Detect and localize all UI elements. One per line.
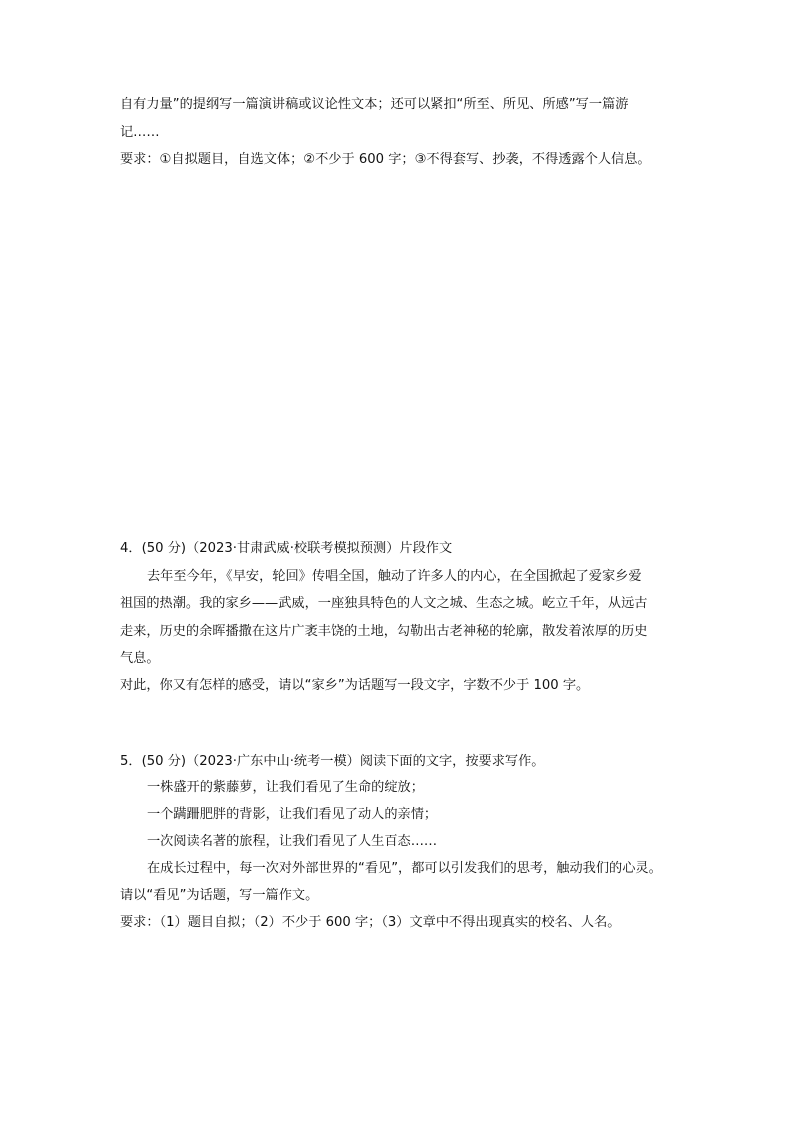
q5-line-1: 一株盛开的紫藤萝，让我们看见了生命的绽放； xyxy=(147,780,424,795)
q4-paragraph-line-2: 祖国的热潮。我的家乡——武威，一座独具特色的人文之城、生态之城。屹立千年，从远古 xyxy=(120,596,648,611)
q5-line-2: 一个蹒跚肥胖的背影，让我们看见了动人的亲情； xyxy=(147,807,438,822)
q4-heading: 4．(50 分)（2023·甘肃武威·校联考模拟预测）片段作文 xyxy=(120,541,453,556)
q5-heading: 5．(50 分)（2023·广东中山·统考一模）阅读下面的文字，按要求写作。 xyxy=(120,754,545,769)
q5-paragraph-line-1: 在成长过程中，每一次对外部世界的“看见”，都可以引发我们的思考，触动我们的心灵。 xyxy=(147,861,662,876)
q4-paragraph-line-4: 气息。 xyxy=(120,651,160,666)
q5-line-3: 一次阅读名著的旅程，让我们看见了人生百态…… xyxy=(147,834,438,849)
q4-paragraph-line-3: 走来，历史的余晖播撒在这片广袤丰饶的土地，勾勒出古老神秘的轮廓，散发着浓厚的历史 xyxy=(120,624,648,639)
q4-prompt: 对此，你又有怎样的感受，请以“家乡”为话题写一段文字，字数不少于 100 字。 xyxy=(120,678,590,693)
intro-line-1: 自有力量”的提纲写一篇演讲稿或议论性文本；还可以紧扣“所至、所见、所感”写一篇游 xyxy=(120,97,629,112)
q5-requirement: 要求：（1）题目自拟；（2）不少于 600 字；（3）文章中不得出现真实的校名、人名。 xyxy=(120,915,621,930)
q4-paragraph-line-1: 去年至今年，《早安，轮回》传唱全国，触动了许多人的内心，在全国掀起了爱家乡爱 xyxy=(147,569,642,584)
intro-line-2: 记…… xyxy=(120,125,160,140)
intro-requirement: 要求：①自拟题目，自选文体；②不少于 600 字；③不得套写、抄袭，不得透露个人信息。 xyxy=(120,152,651,167)
q5-paragraph-line-2: 请以“看见”为话题，写一篇作文。 xyxy=(120,888,319,903)
